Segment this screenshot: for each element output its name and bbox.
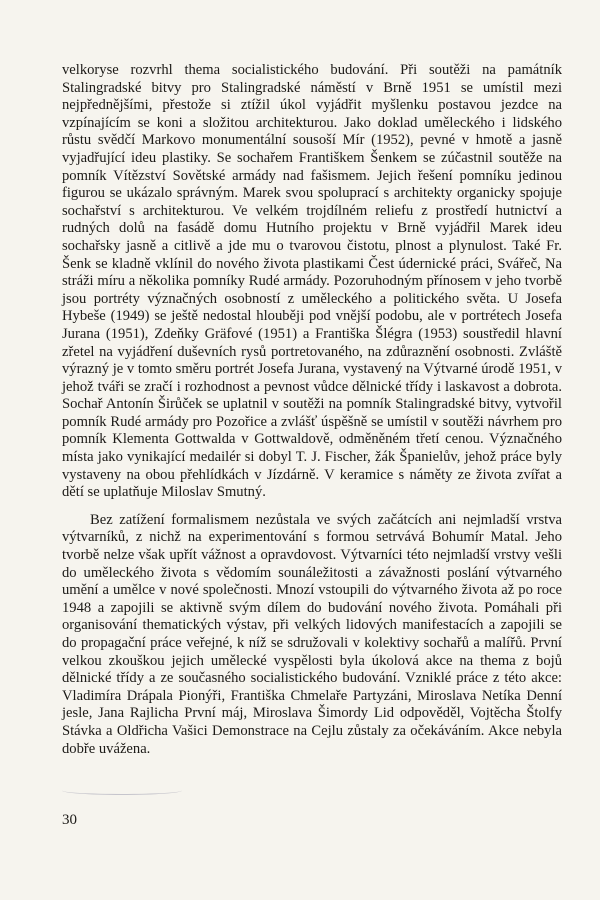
paragraph-2: Bez zatížení formalismem nezůstala ve svých začátcích ani nejmladší vrstva výtvarníků, z nichž na experimentování s formou setrvává Bohumír Matal. Jeho tvorbě nelze však upřít vážnost a opravdovost. Výtvarníci této nejmladší vrstvy vešli do uměleckého života s vědomím sounáležitosti a závažnosti poslání výtvarného umění a umělce v nové společnosti. Mnozí vstoupili do výtvarného života až po roce 1948 a zapojili se aktivně svým dílem do budování nového života. Pomáhali při organisování thematických výstav, při velkých lidových manifestacích a zapojili se do propagační práce veřejné, k níž se sdružovali v kolektivy sochařů a malířů. První velkou zkouškou jejich umělecké vyspělosti byla úkolová akce na thema z bojů dělnické třídy a ze současného socialistického budování. Vzniklé práce z této akce: Vladimíra Drápala Pionýři, Františka Chmelaře Partyzáni, Miroslava Netíka Denní jesle, Jana Rajlicha První máj, Miroslava Šimordy Lid odpověděl, Vojtěcha Štolfy Stávka a Oldřicha Vašici Demonstrace na Cejlu zůstaly za očekáváním. Akce nebyla dobře uvážena. (62, 511, 562, 757)
pencil-underline-mark (62, 786, 182, 795)
page-number: 30 (62, 812, 77, 828)
body-text (62, 62, 562, 758)
paragraph-1: velkoryse rozvrhl thema socialistického budování. Při soutěži na památník Stalingradské bitvy pro Stalingradské náměstí v Brně 1951 se umístil mezi nejpřednějšími, přestože si ztížil úkol vyjádřit myšlenku postavou jezdce na vzpínajícím se koni a složitou architekturou. Jako doklad uměleckého i lidského růstu svědčí Markovo monumentální sousoší Mír (1952), pevné v hmotě a jasně vyjadřující ideu plastiky. Se sochařem Františkem Šenkem se zúčastnil soutěže na pomník Vítězství Sovětské armády nad fašismem. Jejich řešení pomníku jedinou figurou se ukázalo správným. Marek svou spoluprací s architekty organicky spojuje sochařství s architekturou. Ve velkém trojdílném reliefu z prostředí hutnictví a rudných dolů na fasádě domu Hutního projektu v Brně vyjádřil Marek ideu sochařsky jasně a citlivě a jde mu o tvarovou čistotu, plnost a plynulost. Také Fr. Šenk se kladně vklínil do nového života plastikami Čest údernické práci, Svářeč, Na stráži míru a několika pomníky Rudé armády. Pozoruhodným přínosem v jeho tvorbě jsou portréty význačných osobností z uměleckého a politického světa. U Josefa Hybeše (1949) se ještě nedostal hlouběji pod vnější podobu, ale v portrétech Josefa Jurana (1951), Zdeňky Gräfové (1951) a Františka Šlégra (1953) soustředil hlavní zřetel na vyjádření duševních rysů portretovaného, na zdůraznění osobnosti. Zvláště výrazný je v tomto směru portrét Josefa Jurana, vystavený na Výtvarné úrodě 1951, v jehož tváři se zračí i rozhodnost a pevnost vůdce dělnické třídy i laskavost a dobrota. Sochař Antonín Širůček se uplatnil v soutěži na pomník Stalingradské bitvy, vytvořil pomník Rudé armády pro Pozořice a zvlášť úspěšně se umístil v soutěži návrhem pro pomník Klementa Gottwalda v Gottwaldově, odměněném třetí cenou. Význačného místa jako vynikající medailér si dobyl T. J. Fischer, žák Španielův, jehož práce byly vystaveny na obou přehlídkách v Jízdárně. V keramice s náměty ze života zvířat a dětí se uplatňuje Miloslav Smutný. (62, 62, 562, 501)
